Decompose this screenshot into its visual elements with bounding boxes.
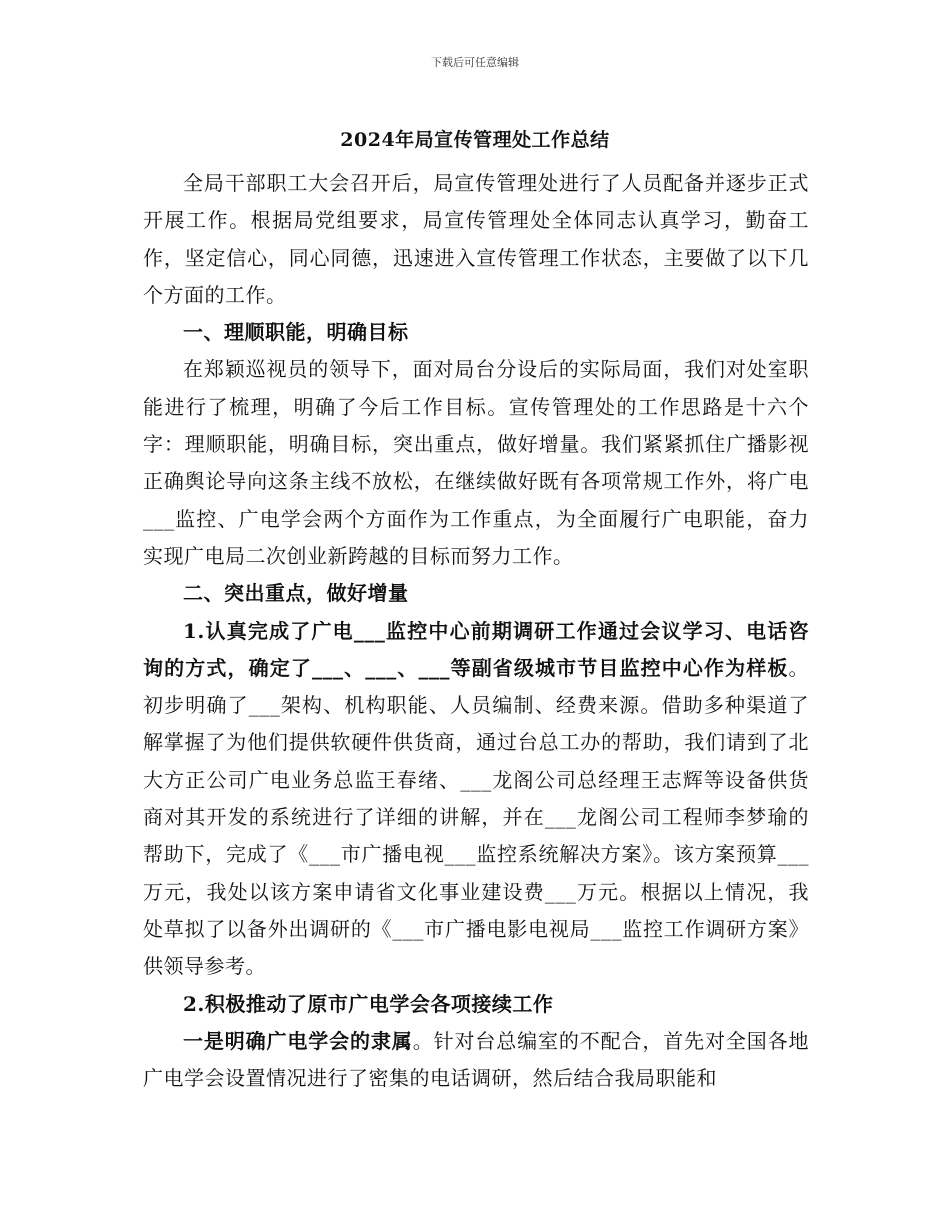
item1-body: 。初步明确了___架构、机构职能、人员编制、经费来源。借助多种渠道了解掌握了为他们提供软硬件供货商，通过台总工办的帮助，我们请到了北大方正公司广电业务总监王春绪、___龙阁公司总经理王志辉等设备供货商对其开发的系统进行了详细的讲解，并在___龙阁公司工程师李梦瑜的帮助下，完成了《___市广播电视___监控系统解决方案》。该方案预算___万元，我处以该方案申请省文化事业建设费___万元。根据以上情况，我处草拟了以备外出调研的《___市广播电影电视局___监控工作调研方案》供领导参考。 (143, 655, 809, 979)
item1-paragraph (143, 613, 809, 986)
item2-sub-paragraph (143, 1023, 809, 1098)
item1-bold-lead: 1.认真完成了广电___监控中心前期调研工作通过会议学习、电话咨询的方式，确定了___、___、___等副省级城市节目监控中心作为样板 (143, 618, 809, 680)
intro-paragraph: 全局干部职工大会召开后，局宣传管理处进行了人员配备并逐步正式开展工作。根据局党组要求，局宣传管理处全体同志认真学习，勤奋工作，坚定信心，同心同德，迅速进入宣传管理工作状态，主要做了以下几个方面的工作。 (143, 171, 809, 307)
document-body (143, 165, 809, 1097)
item2-sub-body: 。针对台总编室的不配合，首先对全国各地广电学会设置情况进行了密集的电话调研，然后结合我局职能和 (143, 1028, 810, 1091)
document-title: 2024年局宣传管理处工作总结 (340, 129, 610, 151)
section1-heading: 一、理顺职能，明确目标 (183, 320, 409, 345)
section2-heading: 二、突出重点，做好增量 (183, 581, 409, 606)
header-note: 下载后可任意编辑 (431, 56, 519, 69)
item2-heading: 2.积极推动了原市广电学会各项接续工作 (183, 991, 554, 1016)
section1-paragraph: 在郑颖巡视员的领导下，面对局台分设后的实际局面，我们对处室职能进行了梳理，明确了今后工作目标。宣传管理处的工作思路是十六个字：理顺职能，明确目标，突出重点，做好增量。我们紧紧抓住广播影视正确舆论导向这条主线不放松，在继续做好既有各项常规工作外，将广电___监控、广电学会两个方面作为工作重点，为全面履行广电职能，奋力实现广电局二次创业新跨越的目标而努力工作。 (143, 357, 809, 568)
item2-sub-bold-lead: 一是明确广电学会的隶属 (183, 1028, 413, 1053)
